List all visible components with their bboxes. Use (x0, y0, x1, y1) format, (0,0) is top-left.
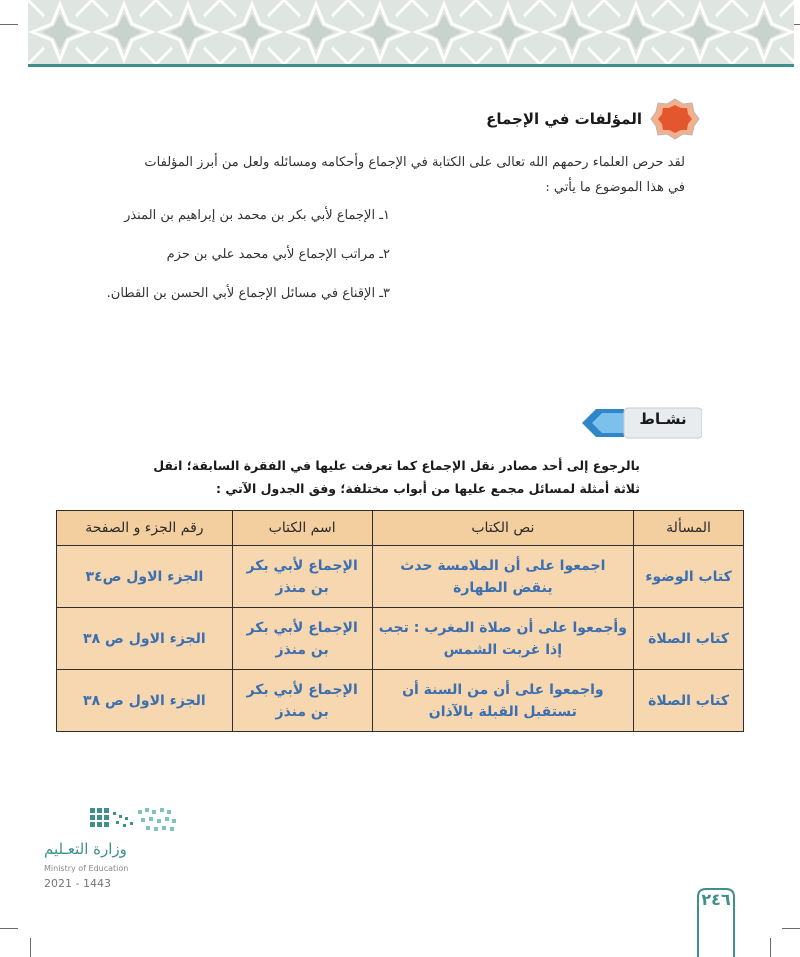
table-row (57, 608, 744, 670)
table-row (57, 670, 744, 732)
answer-table (56, 510, 744, 732)
crop-mark-top-left (0, 24, 18, 25)
cell-book-name: الإجماع لأبي بكر بن منذز (232, 608, 372, 670)
header-book-name: اسم الكتاب (232, 511, 372, 546)
ministry-year: 2021 - 1443 (44, 877, 111, 890)
cell-book-text: واجمعوا على أن من السنة أن تستقبل القبلة بالآذان (372, 670, 634, 732)
book-item-1: ١ـ الإجماع لأبي بكر بن محمد بن إبراهيم بن المنذر (124, 208, 390, 223)
cell-book-text: وأجمعوا على أن صلاة المغرب : تجب إذا غربت الشمس (372, 608, 634, 670)
cell-book-text: اجمعوا على أن الملامسة حدث ينقض الطهارة (372, 546, 634, 608)
ministry-name-english: Ministry of Education (44, 864, 129, 873)
cell-issue: كتاب الصلاة (634, 608, 744, 670)
table-header-row (57, 511, 744, 546)
crop-mark-bottom-right (782, 928, 800, 929)
intro-line-1: لقد حرص العلماء رحمهم الله تعالى على الكتابة في الإجماع وأحكامه ومسائله ولعل من أبرز المؤلفات (144, 155, 685, 170)
geometric-banner (28, 0, 794, 64)
page-number: ٢٤٦ (701, 890, 731, 909)
activity-instruction-1: بالرجوع إلى أحد مصادر نقل الإجماع كما تعرفت عليها في الفقرة السابقة؛ انقل (153, 458, 640, 473)
section-title: المؤلفات في الإجماع (486, 110, 642, 128)
activity-instruction-2: ثلاثة أمثلة لمسائل مجمع عليها من أبواب مختلفة؛ وفق الجدول الآتي : (216, 481, 640, 496)
cell-book-name: الإجماع لأبي بكر بن منذز (232, 670, 372, 732)
section-heading (486, 98, 700, 140)
header-volume-page: رقم الجزء و الصفحة (57, 511, 233, 546)
table-row (57, 546, 744, 608)
cell-volume-page: الجزء الاول ص ٣٨ (57, 670, 233, 732)
intro-line-2: في هذا الموضوع ما يأتي : (545, 180, 685, 195)
ministry-logo-icon (80, 806, 180, 836)
crop-mark-bottom-right-v (770, 938, 771, 957)
cell-volume-page: الجزء الاول ص٣٤ (57, 546, 233, 608)
crop-mark-bottom-left (0, 928, 18, 929)
header-book-text: نص الكتاب (372, 511, 634, 546)
cell-issue: كتاب الصلاة (634, 670, 744, 732)
cell-issue: كتاب الوضوء (634, 546, 744, 608)
banner-divider (28, 64, 794, 67)
cell-book-name: الإجماع لأبي بكر بن منذز (232, 546, 372, 608)
ministry-name-arabic: وزارة التعـليم (44, 840, 127, 858)
book-item-2: ٢ـ مراتب الإجماع لأبي محمد علي بن حزم (166, 247, 390, 262)
octagon-badge-icon (650, 98, 700, 140)
activity-label: نشـاط (639, 410, 687, 428)
crop-mark-bottom-left-v (30, 938, 31, 957)
cell-volume-page: الجزء الاول ص ٣٨ (57, 608, 233, 670)
book-item-3: ٣ـ الإقناع في مسائل الإجماع لأبي الحسن بن القطان. (106, 286, 390, 301)
header-issue: المسألة (634, 511, 744, 546)
